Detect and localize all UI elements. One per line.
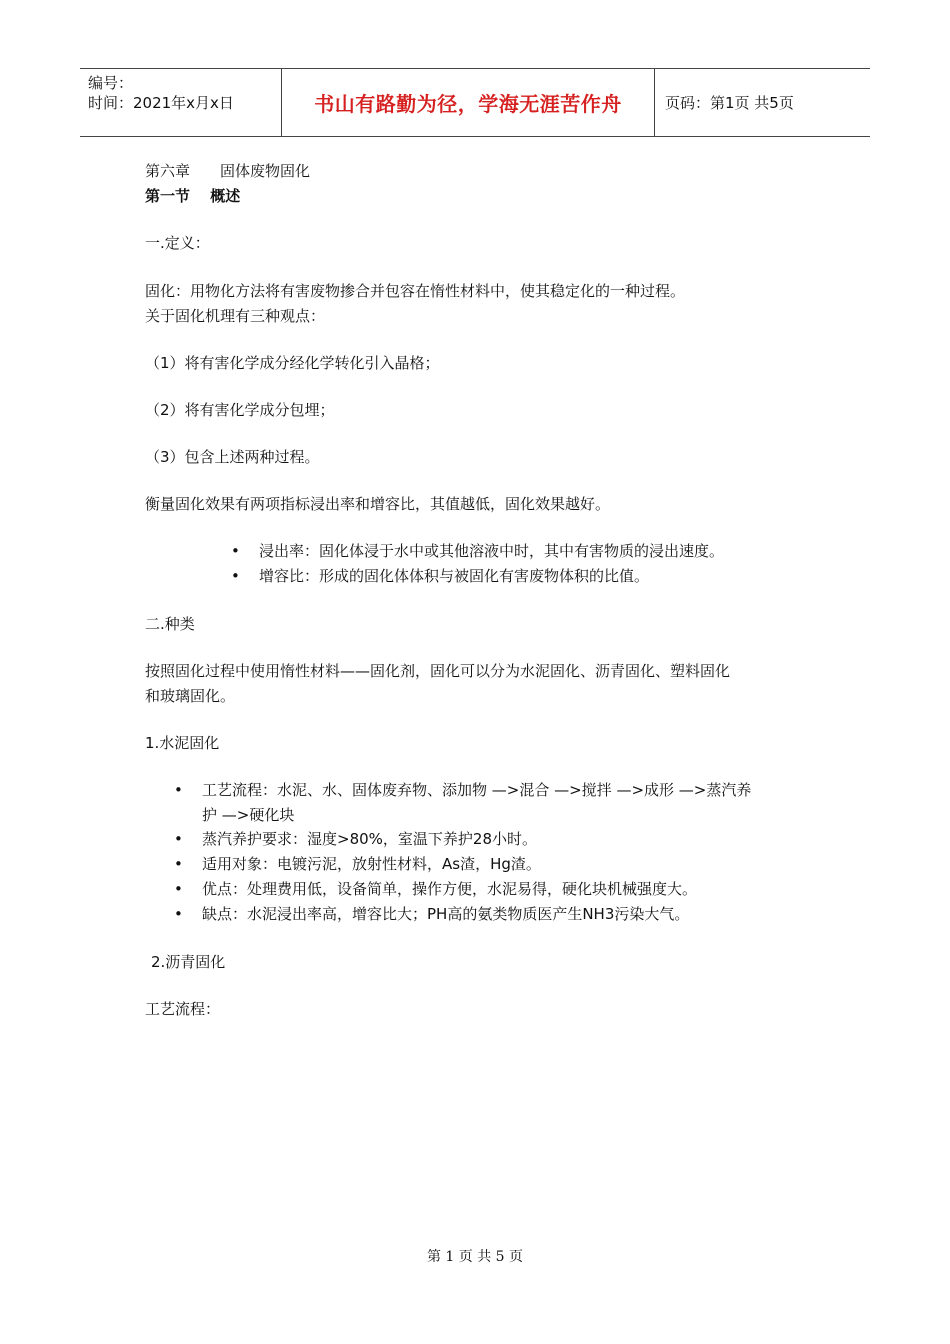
section-title: 第一节 概述 (145, 187, 241, 205)
definition-heading: 一.定义： (145, 234, 210, 252)
mechanism-intro: 关于固化机理有三种观点： (145, 307, 326, 325)
cement-item-cont: 护 —>硬化块 (202, 806, 295, 824)
view-item: （1）将有害化学成分经化学转化引入晶格； (145, 354, 440, 372)
header-meta (80, 69, 282, 136)
indicators-intro: 衡量固化效果有两项指标浸出率和增容比，其值越低，固化效果越好。 (145, 495, 611, 513)
indicator-item: • 增容比：形成的固化体体积与被固化有害废物体积的比值。 (259, 566, 649, 586)
number-label: 编号： (88, 74, 134, 92)
cement-item: • 优点：处理费用低，设备简单，操作方便，水泥易得，硬化块机械强度大。 (202, 879, 697, 899)
types-heading: 二.种类 (145, 615, 195, 633)
header-motto: 书山有路勤为径，学海无涯苦作舟 (282, 69, 655, 136)
cement-item: • 蒸汽养护要求：湿度>80%，室温下养护28小时。 (202, 829, 537, 849)
view-item: （2）将有害化学成分包埋； (145, 401, 335, 419)
process-label: 工艺流程： (145, 1000, 221, 1018)
time-label: 时间：2021年x月x日 (88, 94, 234, 112)
cement-item: • 缺点：水泥浸出率高，增容比大；PH高的氨类物质医产生NH3污染大气。 (202, 904, 689, 924)
types-text-cont: 和玻璃固化。 (145, 687, 236, 705)
view-item: （3）包含上述两种过程。 (145, 448, 320, 466)
page-header (80, 68, 870, 137)
cement-item: • 工艺流程：水泥、水、固体废弃物、添加物 —>混合 —>搅拌 —>成形 —>蒸汽养 (202, 780, 751, 800)
cement-item: • 适用对象：电镀污泥，放射性材料，As渣，Hg渣。 (202, 854, 541, 874)
page-footer: 第 1 页 共 5 页 (426, 1249, 524, 1265)
header-page-info: 页码：第1页 共5页 (665, 94, 794, 112)
asphalt-heading: 2.沥青固化 (151, 953, 226, 971)
indicator-item: • 浸出率：固化体浸于水中或其他溶液中时，其中有害物质的浸出速度。 (259, 541, 724, 561)
types-text: 按照固化过程中使用惰性材料——固化剂，固化可以分为水泥固化、沥青固化、塑料固化 (145, 662, 731, 680)
cement-heading: 1.水泥固化 (145, 734, 220, 752)
chapter-title: 第六章 固体废物固化 (145, 162, 311, 180)
definition-text: 固化：用物化方法将有害废物掺合并包容在惰性材料中，使其稳定化的一种过程。 (145, 282, 686, 300)
